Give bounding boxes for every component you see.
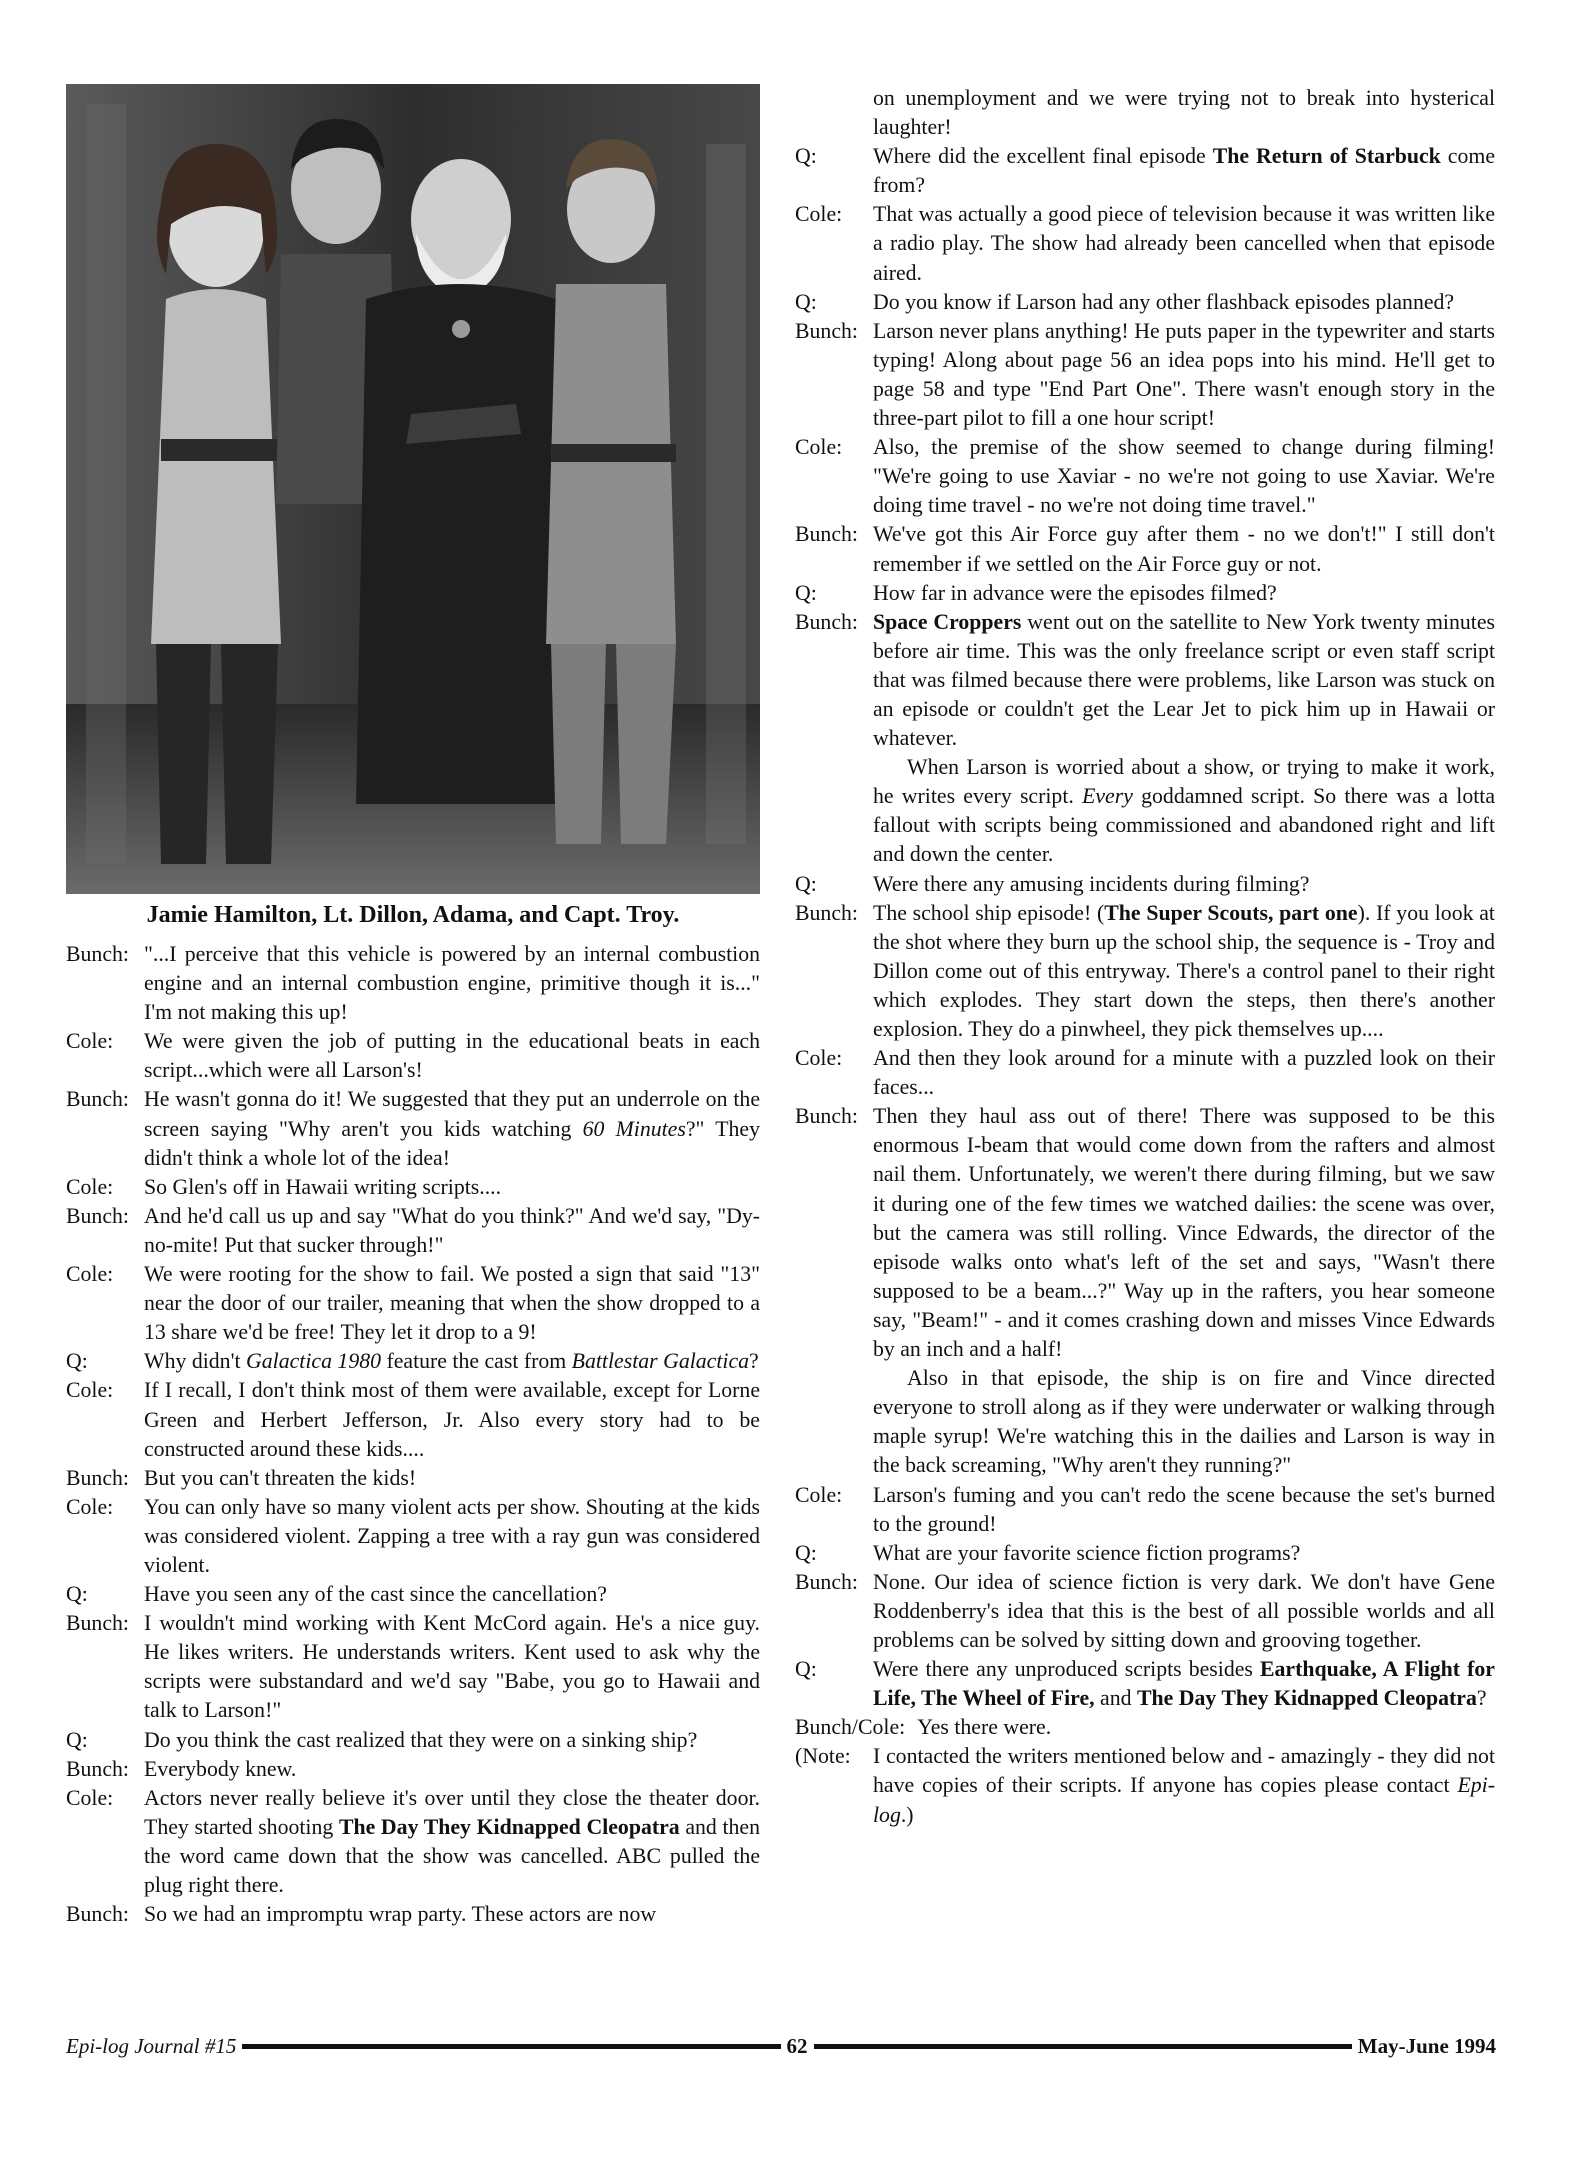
speaker-label: Bunch: xyxy=(66,1611,129,1636)
dialogue-entry xyxy=(795,1655,1495,1713)
dialogue-text: Everybody knew. xyxy=(144,1756,297,1781)
dialogue-entry xyxy=(795,433,1495,520)
speaker-label: Q: xyxy=(66,1349,88,1374)
speaker-label: Bunch: xyxy=(66,942,129,966)
speaker-label: Bunch: xyxy=(795,1569,858,1594)
episode-title: The Day They Kidnapped Cleopatra xyxy=(1136,1686,1477,1711)
dialogue-text: And then they look around for a minute with a puzzled look on their faces... xyxy=(873,1046,1495,1100)
issue-date: May-June 1994 xyxy=(1357,2033,1497,2058)
page-footer xyxy=(66,2030,1496,2062)
footer-rule xyxy=(242,2044,780,2049)
dialogue-entry xyxy=(795,142,1495,200)
dialogue-text: But you can't threaten the kids! xyxy=(144,1465,417,1490)
dialogue-entry xyxy=(795,317,1495,433)
speaker-label: Cole: xyxy=(795,435,843,460)
speaker-label: Cole: xyxy=(66,1494,114,1519)
episode-title: The Day They Kidnapped Cleopatra xyxy=(338,1814,680,1839)
speaker-label: Cole: xyxy=(66,1262,114,1287)
dialogue-entry xyxy=(66,1027,760,1085)
dialogue-text: He wasn't gonna do it! We suggested that they put an underrole on the screen saying "Why aren't you kids watching 60 Minutes?" They didn't think a whole lot of the idea! xyxy=(144,1087,761,1170)
speaker-label: Q: xyxy=(795,1657,817,1682)
show-title: Battlestar Galactica xyxy=(571,1349,750,1374)
dialogue-entry xyxy=(66,1173,760,1202)
dialogue-entry xyxy=(66,1493,760,1580)
dialogue-entry xyxy=(66,1755,760,1784)
dialogue-entry xyxy=(66,1726,760,1755)
dialogue-entry xyxy=(66,1085,760,1172)
dialogue-entry xyxy=(66,1464,760,1493)
indented-paragraph: Also in that episode, the ship is on fire and Vince directed everyone to stroll along as if they were underwater or walking through maple syrup! We're watching this in the dailies and Larson is way in the back screaming, "Why aren't they running?" xyxy=(873,1366,1495,1478)
speaker-label: Cole: xyxy=(66,1378,114,1403)
dialogue-text: That was actually a good piece of television because it was written like a radio play. The show had already been cancelled when that episode aired. xyxy=(873,202,1495,285)
show-title: Galactica 1980 xyxy=(246,1349,382,1374)
dialogue-entry xyxy=(795,870,1495,899)
episode-title: The Return of Starbuck xyxy=(1212,144,1441,169)
dialogue-text: Have you seen any of the cast since the cancellation? xyxy=(144,1582,607,1607)
note-text: I contacted the writers mentioned below and - amazingly - they did not have copies of their scripts. If anyone has copies please contact Epi-log.) xyxy=(873,1744,1495,1827)
dialogue-entry xyxy=(66,1784,760,1900)
episode-title: Space Croppers xyxy=(873,609,1022,634)
dialogue-entry xyxy=(795,899,1495,1044)
dialogue-text: Space Croppers went out on the satellite to New York twenty minutes before air time. This was the only freelance script or even staff script that was filmed because there were problems, like Larson was stuck on an episode or couldn't get the Lear Jet to pick him up in Hawaii or whatever. xyxy=(873,609,1495,751)
publication-name: Epi-log xyxy=(873,1773,1495,1827)
program-title: 60 Minutes xyxy=(582,1116,686,1141)
dialogue-text: Actors never really believe it's over until they close the theater door. They started shooting The Day They Kidnapped Cleopatra and then the word came down that the show was cancelled. ABC pulled the plug right there. xyxy=(144,1785,760,1897)
footer-rule xyxy=(814,2044,1352,2049)
speaker-label: Q: xyxy=(795,871,817,896)
speaker-label: Cole: xyxy=(795,202,843,227)
speaker-label: Cole: xyxy=(795,1482,843,1507)
left-column xyxy=(66,940,760,1929)
speaker-label: Q: xyxy=(795,289,817,314)
dialogue-text: If I recall, I don't think most of them were available, except for Lorne Green and Herbert Jefferson, Jr. Also every story had to be constructed around these kids.... xyxy=(144,1378,760,1461)
dialogue-text: We were given the job of putting in the educational beats in each script...which were all Larson's! xyxy=(144,1029,760,1083)
dialogue-entry xyxy=(795,520,1495,578)
dialogue-text: Larson's fuming and you can't redo the scene because the set's burned to the ground! xyxy=(873,1482,1495,1536)
speaker-label: Q: xyxy=(795,580,817,605)
dialogue-entry xyxy=(795,200,1495,287)
dialogue-entry xyxy=(795,288,1495,317)
editor-note xyxy=(795,1742,1495,1829)
speaker-label: Bunch: xyxy=(66,1087,129,1112)
dialogue-entry xyxy=(795,1044,1495,1102)
speaker-label: Bunch: xyxy=(795,1104,858,1129)
dialogue-entry xyxy=(66,940,760,1027)
speaker-label: Bunch: xyxy=(66,1756,129,1781)
dialogue-text: Also, the premise of the show seemed to change during filming! "We're going to use Xaviar - no we're not going to use Xaviar. We're doing time travel - no we're not doing time travel." xyxy=(873,435,1495,518)
dialogue-entry xyxy=(795,1713,1495,1742)
dialogue-entry xyxy=(795,608,1495,753)
photo-caption: Jamie Hamilton, Lt. Dillon, Adama, and Capt. Troy. xyxy=(146,902,680,928)
dialogue-text: The school ship episode! (The Super Scouts, part one). If you look at the shot where they burn up the school ship, the sequence is - Troy and Dillon come out of this entryway. There's a control panel to their right which explodes. They start down the steps, then there's another explosion. They do a pinwheel, they pick themselves up.... xyxy=(873,900,1495,1041)
cast-photo xyxy=(66,84,760,894)
dialogue-entry xyxy=(66,1900,760,1929)
emphasis: Every xyxy=(1082,784,1133,809)
dialogue-text: I wouldn't mind working with Kent McCord again. He's a nice guy. He likes writers. He understands writers. Kent used to ask why the scripts were substandard and we'd say "Babe, you go to Hawaii and talk to Larson!" xyxy=(144,1611,760,1723)
cast-photo-illustration xyxy=(66,84,760,894)
dialogue-text: Larson never plans anything! He puts paper in the typewriter and starts typing! Along about page 56 an idea pops into his mind. He'll get to page 58 and type "End Part One". There wasn't enough story in the three-part pilot to fill a one hour script! xyxy=(873,318,1495,431)
dialogue-text: So Glen's off in Hawaii writing scripts.... xyxy=(144,1174,502,1199)
dialogue-entry xyxy=(66,1260,760,1347)
continued-text: on unemployment and we were trying not to break into hysterical laughter! xyxy=(873,86,1495,140)
speaker-label: Q: xyxy=(66,1582,88,1607)
dialogue-text: What are your favorite science fiction programs? xyxy=(873,1540,1301,1565)
dialogue-entry xyxy=(66,1347,760,1376)
page-number: 62 xyxy=(786,2033,808,2058)
speaker-label: Cole: xyxy=(66,1174,114,1199)
episode-titles: Earthquake, A Flight for Life, The Wheel of Fire, xyxy=(873,1657,1495,1711)
dialogue-text: Why didn't Galactica 1980 feature the cast from Battlestar Galactica? xyxy=(144,1349,759,1374)
dialogue-entry xyxy=(66,1580,760,1609)
speaker-label: Cole: xyxy=(795,1046,843,1071)
dialogue-text: Yes there were. xyxy=(917,1715,1052,1740)
speaker-label: Bunch: xyxy=(66,1203,129,1228)
speaker-label: Bunch: xyxy=(795,609,858,634)
dialogue-text: We've got this Air Force guy after them - no we don't!" I still don't remember if we settled on the Air Force guy or not. xyxy=(873,522,1495,576)
publication-title: Epi-log Journal #15 xyxy=(66,2033,237,2058)
speaker-label: Bunch: xyxy=(66,1465,129,1490)
dialogue-entry xyxy=(66,1609,760,1725)
dialogue-text: You can only have so many violent acts per show. Shouting at the kids was considered violent. Zapping a tree with a ray gun was considered violent. xyxy=(144,1494,760,1577)
speaker-label: Q: xyxy=(795,1540,817,1565)
indented-paragraph: When Larson is worried about a show, or trying to make it work, he writes every script. Every goddamned script. So there was a lotta fallout with scripts being commissioned and abandoned right and lift and down the center. xyxy=(873,755,1495,867)
dialogue-text: Then they haul ass out of there! There was supposed to be this enormous I-beam that would come down from the rafters and almost nail them. Unfortunately, we weren't there during filming, but we saw it during one of the few times we watched dailies: the scene was over, but the camera was still rolling. Vince Edwards, the director of the episode walks onto what's left of the set and says, "Wasn't there supposed to be a beam...?" Way up in the rafters, you hear someone say, "Beam!" - and it comes crashing down and misses Vince Edwards by an inch and a half! xyxy=(873,1104,1495,1362)
note-label: (Note: xyxy=(795,1744,851,1769)
dialogue-text: Do you know if Larson had any other flashback episodes planned? xyxy=(873,289,1455,314)
dialogue-text: "...I perceive that this vehicle is powered by an internal combustion engine and an internal combustion engine, primitive though it is..." I'm not making this up! xyxy=(144,942,760,1025)
dialogue-text: So we had an impromptu wrap party. These actors are now xyxy=(144,1902,657,1927)
dialogue-entry xyxy=(795,1568,1495,1655)
dialogue-entry xyxy=(795,1481,1495,1539)
dialogue-entry xyxy=(795,579,1495,608)
speaker-label: Bunch/Cole: xyxy=(795,1715,906,1740)
dialogue-entry xyxy=(795,1539,1495,1568)
speaker-label: Cole: xyxy=(66,1029,114,1054)
dialogue-text: We were rooting for the show to fail. We posted a sign that said "13" near the door of our trailer, meaning that when the show dropped to a 13 share we'd be free! They let it drop to a 9! xyxy=(144,1262,760,1345)
speaker-label: Bunch: xyxy=(795,318,858,343)
dialogue-entry xyxy=(66,1376,760,1463)
dialogue-text: Were there any amusing incidents during filming? xyxy=(873,871,1310,896)
speaker-label: Cole: xyxy=(66,1785,114,1810)
speaker-label: Q: xyxy=(795,144,817,169)
dialogue-entry xyxy=(66,1202,760,1260)
speaker-label: Bunch: xyxy=(795,522,858,547)
dialogue-text: Were there any unproduced scripts besides Earthquake, A Flight for Life, The Wheel of Fire, and The Day They Kidnapped Cleopatra? xyxy=(873,1657,1495,1711)
dialogue-text: None. Our idea of science fiction is very dark. We don't have Gene Roddenberry's idea that this is the best of all possible worlds and all problems can be solved by sitting down and grooving together. xyxy=(873,1569,1495,1652)
dialogue-text: Do you think the cast realized that they were on a sinking ship? xyxy=(144,1727,698,1752)
speaker-label: Bunch: xyxy=(66,1902,129,1927)
dialogue-text: How far in advance were the episodes filmed? xyxy=(873,580,1277,605)
dialogue-text: And he'd call us up and say "What do you think?" And we'd say, "Dy-no-mite! Put that sucker through!" xyxy=(144,1203,760,1257)
dialogue-entry xyxy=(795,1102,1495,1364)
dialogue-text: Where did the excellent final episode The Return of Starbuck come from? xyxy=(873,144,1495,198)
speaker-label: Bunch: xyxy=(795,900,858,925)
speaker-label: Q: xyxy=(66,1727,88,1752)
right-column xyxy=(795,84,1495,1830)
episode-title: The Super Scouts, part one xyxy=(1104,900,1358,925)
